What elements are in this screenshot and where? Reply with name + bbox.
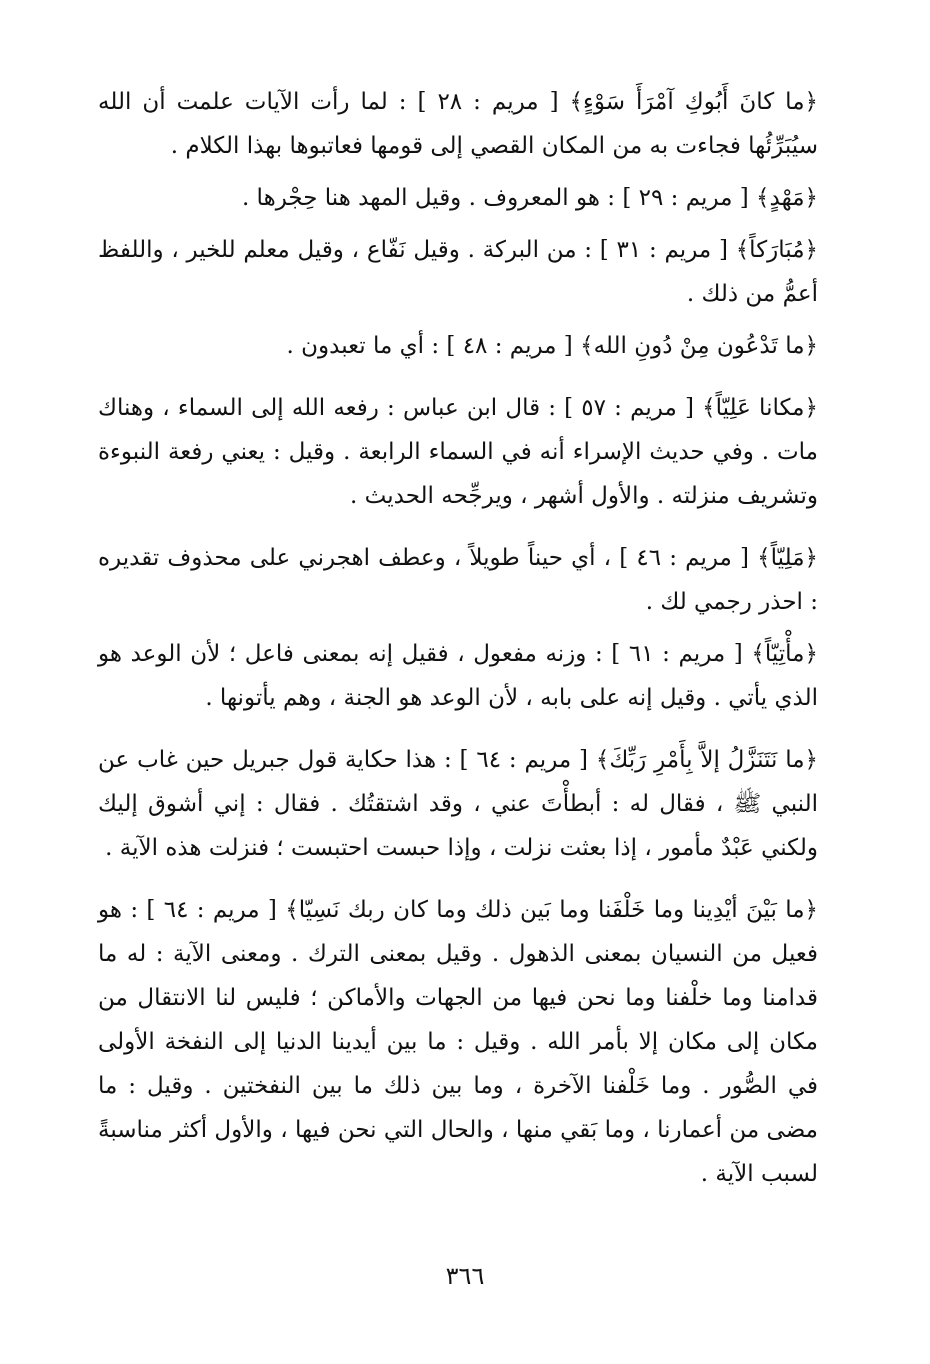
paragraph-maryam-64-b: ﴿ما بَيْنَ أيْدِينا وما خَلْفَنا وما بَين ذلك وما كان ربك نَسِيّا﴾ [ مريم : ٦٤ ] : هو فعيل من النسيان بمعنى الذهول . وقيل بمعنى الترك . ومعنى الآية : له ما قدامنا وما خلْفنا وما نحن فيها من الجهات والأماكن ؛ فليس لنا الانتقال من مكان إلى مكان إلا بأمر الله . وقيل : ما بين أيدينا الدنيا إلى النفخة الأولى في الصُّور . وما خَلْفنا الآخرة ، وما بين ذلك ما بين النفختين . وقيل : ما مضى من أعمارنا ، وما بَقي منها ، والحال التي نحن فيها ، والأول أكثر مناسبةً لسبب الآية . [98,897,819,1187]
paragraph-maryam-57: ﴿مكانا عَلِيّاً﴾ [ مريم : ٥٧ ] : قال ابن عباس : رفعه الله إلى السماء ، وهناك مات . وفي حديث الإسراء أنه في السماء الرابعة . وقيل : يعني رفعة النبوءة وتشريف منزلته . والأول أشهر ، ويرجِّحه الحديث . [98,395,818,509]
page-body [98,80,818,1204]
page-number: ٣٦٦ [445,1262,485,1290]
paragraph-maryam-48: ﴿ما تَدْعُون مِنْ دُونِ الله﴾ [ مريم : ٤٨ ] : أي ما تعبدون . [286,333,818,359]
paragraph-maryam-31: ﴿مُبَارَكاً﴾ [ مريم : ٣١ ] : من البركة . وقيل نَفّاع ، وقيل معلم للخير ، واللفظ أعمُّ من ذلك . [98,237,818,307]
paragraph-maryam-46: ﴿مَلِيّاً﴾ [ مريم : ٤٦ ] ، أي حيناً طويلاً ، وعطف اهجرني على محذوف تقديره : احذر رجمي لك . [98,545,818,615]
paragraph-maryam-29: ﴿مَهْدٍ﴾ [ مريم : ٢٩ ] : هو المعروف . وقيل المهد هنا حِجْرها . [241,185,818,211]
paragraph-maryam-61: ﴿مأْتِيّاً﴾ [ مريم : ٦١ ] : وزنه مفعول ، فقيل إنه بمعنى فاعل ؛ لأن الوعد هو الذي يأتي . وقيل إنه على بابه ، لأن الوعد هو الجنة ، وهم يأتونها . [98,641,818,711]
paragraph-maryam-28: ﴿ما كانَ أَبُوكِ آمْرَأَ سَوْءٍ﴾ [ مريم : ٢٨ ] : لما رأت الآيات علمت أن الله سيُبَرِّئُها فجاءت به من المكان القصي إلى قومها فعاتبوها بهذا الكلام . [98,89,818,159]
paragraph-maryam-64-a: ﴿ما نَتَنَزَّلُ إلاَّ بِأَمْرِ رَبِّكَ﴾ [ مريم : ٦٤ ] : هذا حكاية قول جبريل حين غاب عن النبي ﷺ ، فقال له : أبطأْتَ عني ، وقد اشتقتُك . فقال : إني أشوق إليك ولكني عَبْدٌ مأمور ، إذا بعثت نزلت ، وإذا حبست احتبست ؛ فنزلت هذه الآية . [98,747,818,861]
